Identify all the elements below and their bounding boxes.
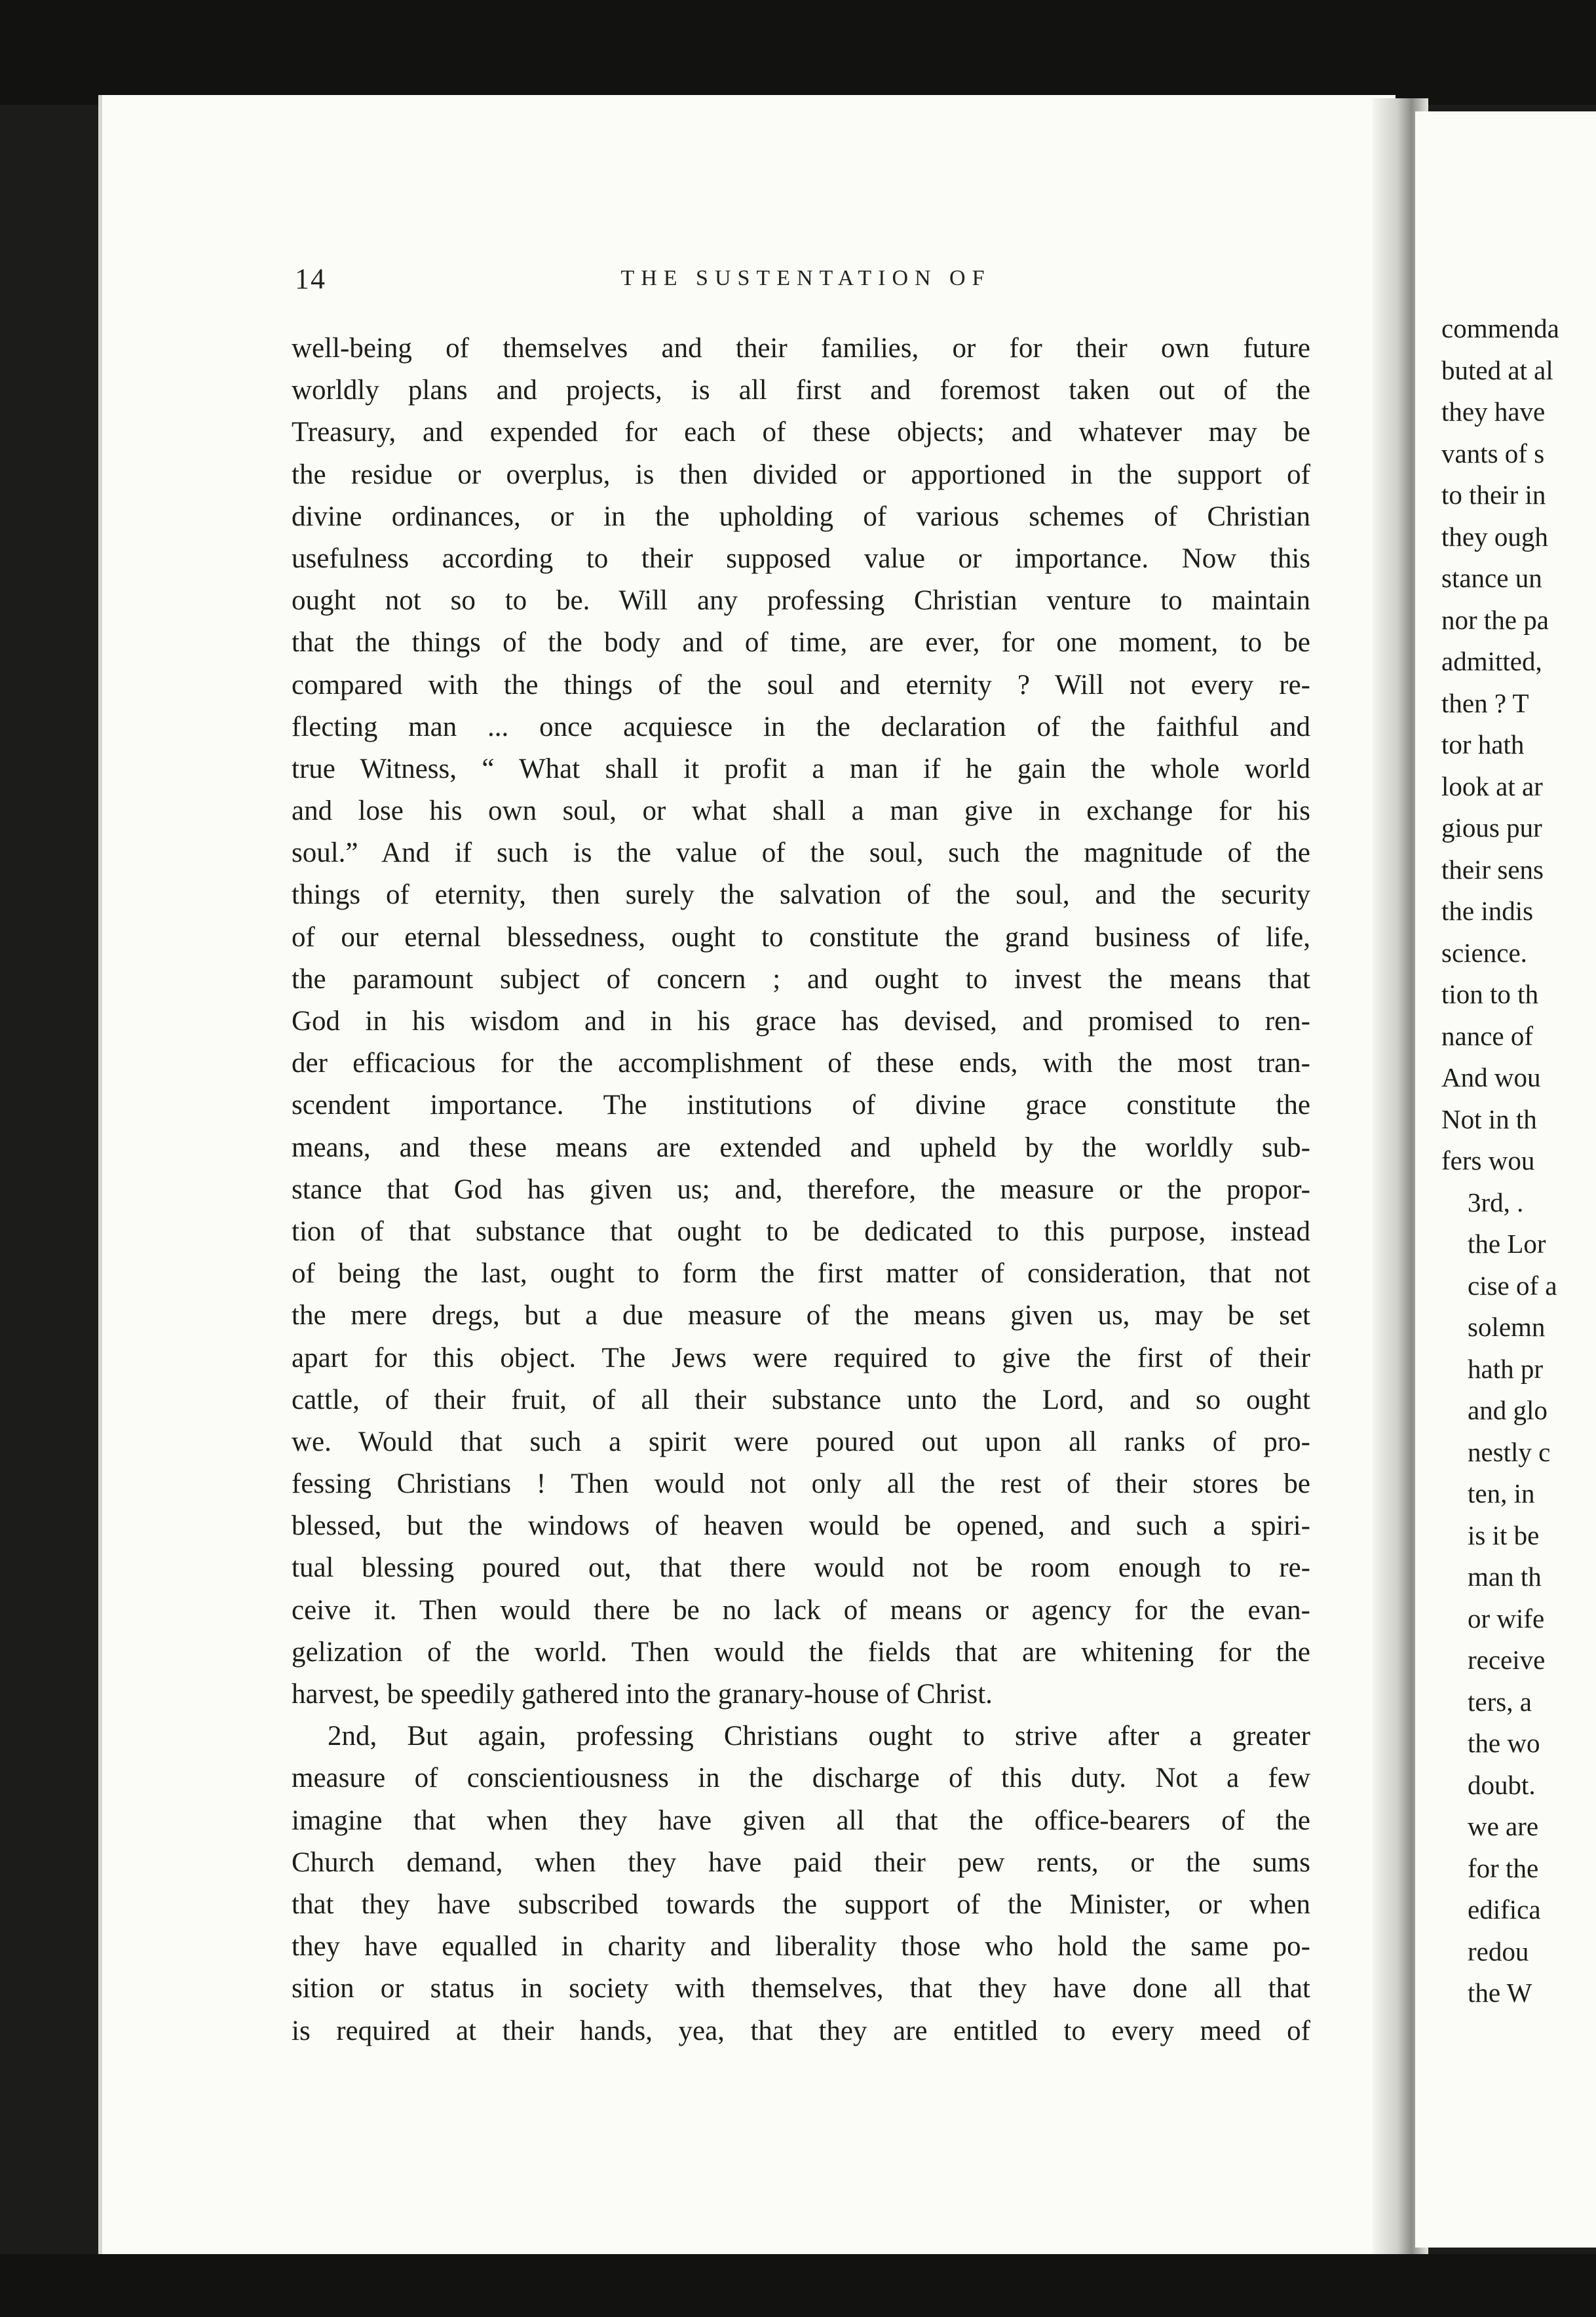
text-line: cise of a xyxy=(1468,1270,1557,1301)
text-line: blessed, but the windows of heaven would be opened, and such a spiri- xyxy=(292,1510,1310,1542)
text-line: and glo xyxy=(1468,1395,1548,1425)
text-line: flecting man ... once acquiesce in the declaration of the faithful and xyxy=(292,711,1310,742)
body-text xyxy=(292,328,1310,2052)
text-line: things of eternity, then surely the salvation of the soul, and the security xyxy=(292,879,1310,911)
text-line: of our eternal blessedness, ought to constitute the grand business of life, xyxy=(292,921,1310,953)
text-line: harvest, be speedily gathered into the granary-house of Christ. xyxy=(292,1679,993,1710)
text-line: usefulness according to their supposed value or importance. Now this xyxy=(292,543,1310,574)
text-line: imagine that when they have given all that the office-bearers of the xyxy=(292,1805,1310,1836)
page-header xyxy=(295,262,1317,301)
text-line: measure of conscientiousness in the discharge of this duty. Not a few xyxy=(292,1763,1310,1794)
text-line: the residue or overplus, is then divided or apportioned in the support of xyxy=(292,459,1310,490)
text-line: the wo xyxy=(1468,1728,1540,1758)
scan-border-bottom xyxy=(0,2254,1596,2317)
text-line: receive xyxy=(1468,1645,1546,1675)
text-line: tual blessing poured out, that there would not be room enough to re- xyxy=(292,1552,1310,1584)
text-line: divine ordinances, or in the upholding of various schemes of Christian xyxy=(292,501,1310,532)
text-line: look at ar xyxy=(1441,771,1543,801)
text-line: fessing Christians ! Then would not only all the rest of their stores be xyxy=(292,1468,1310,1500)
text-line: they have xyxy=(1441,396,1546,427)
text-line: true Witness, “ What shall it profit a man if he gain the whole world xyxy=(292,753,1310,784)
text-line: science. xyxy=(1441,937,1527,968)
running-head: THE SUSTENTATION OF xyxy=(620,266,991,290)
text-line: soul.” And if such is the value of the soul, such the magnitude of the xyxy=(292,837,1310,869)
right-page-text xyxy=(1441,308,1596,2014)
text-line: commenda xyxy=(1441,313,1559,343)
text-line: ters, a xyxy=(1468,1686,1532,1717)
scan-border-top xyxy=(0,0,1596,105)
text-line: the indis xyxy=(1441,896,1534,926)
text-line: well-being of themselves and their families, or for their own future xyxy=(292,333,1310,364)
text-line: nance of xyxy=(1441,1020,1533,1051)
text-line: ceive it. Then would there be no lack of means or agency for the evan- xyxy=(292,1594,1310,1626)
text-line: God in his wisdom and in his grace has devised, and promised to ren- xyxy=(292,1006,1310,1037)
text-line: that the things of the body and of time, are ever, for one moment, to be xyxy=(292,627,1310,659)
text-line: we are xyxy=(1468,1811,1539,1841)
text-line: nestly c xyxy=(1468,1436,1551,1467)
text-line: they ough xyxy=(1441,521,1548,552)
text-line: Treasury, and expended for each of these objects; and whatever may be xyxy=(292,417,1310,448)
text-line: apart for this object. The Jews were required to give the first of their xyxy=(292,1342,1310,1373)
text-line: we. Would that such a spirit were poured out upon all ranks of pro- xyxy=(292,1426,1310,1457)
text-line: scendent importance. The institutions of divine grace constitute the xyxy=(292,1090,1310,1121)
text-line: tor hath xyxy=(1441,729,1525,759)
text-line: edifica xyxy=(1468,1894,1541,1924)
text-line: and lose his own soul, or what shall a man give in exchange for his xyxy=(292,795,1310,827)
text-line: stance that God has given us; and, therefore, the measure or the propor- xyxy=(292,1174,1310,1205)
text-line: hath pr xyxy=(1468,1353,1543,1384)
text-line: stance un xyxy=(1441,563,1542,593)
text-line: 3rd, . xyxy=(1468,1187,1524,1217)
text-line: admitted, xyxy=(1441,646,1542,676)
text-line: gious pur xyxy=(1441,813,1542,843)
text-line: is it be xyxy=(1468,1520,1540,1550)
text-line: Church demand, when they have paid their pew rents, or the sums xyxy=(292,1847,1310,1878)
text-line: the mere dregs, but a due measure of the means given us, may be set xyxy=(292,1300,1310,1331)
text-line: tion to th xyxy=(1441,979,1539,1009)
text-line: redou xyxy=(1468,1936,1529,1966)
text-line: they have equalled in charity and liberality those who hold the same po- xyxy=(292,1931,1310,1963)
text-line: fers wou xyxy=(1441,1145,1535,1176)
text-line: the W xyxy=(1468,1978,1532,2008)
text-line: or wife xyxy=(1468,1603,1545,1634)
text-line: solemn xyxy=(1468,1312,1546,1342)
text-line: of being the last, ought to form the first matter of consideration, that not xyxy=(292,1258,1310,1290)
text-line: buted at al xyxy=(1441,354,1553,385)
text-line: ten, in xyxy=(1468,1478,1535,1508)
text-line: that they have subscribed towards the support of the Minister, or when xyxy=(292,1888,1310,1920)
text-line: sition or status in society with themselves, that they have done all that xyxy=(292,1973,1310,2004)
text-line: worldly plans and projects, is all first and foremost taken out of the xyxy=(292,375,1310,406)
text-line: means, and these means are extended and upheld by the worldly sub- xyxy=(292,1132,1310,1163)
text-line: Not in th xyxy=(1441,1103,1537,1134)
right-page xyxy=(1415,111,1596,2248)
text-line: nor the pa xyxy=(1441,604,1549,635)
text-line: cattle, of their fruit, of all their substance unto the Lord, and so ought xyxy=(292,1384,1310,1415)
text-line: the Lor xyxy=(1468,1229,1546,1259)
text-line: compared with the things of the soul and eternity ? Will not every re- xyxy=(292,669,1310,700)
text-line: And wou xyxy=(1441,1062,1541,1092)
text-line: doubt. xyxy=(1468,1769,1536,1800)
text-line: gelization of the world. Then would the fields that are whitening for the xyxy=(292,1636,1310,1668)
text-line: vants of s xyxy=(1441,438,1545,469)
text-line: to their in xyxy=(1441,480,1546,510)
text-line: ought not so to be. Will any professing Christian venture to maintain xyxy=(292,585,1310,617)
left-page xyxy=(98,95,1396,2257)
text-line: then ? T xyxy=(1441,687,1529,718)
text-line: their sens xyxy=(1441,854,1544,885)
page-number: 14 xyxy=(295,263,326,295)
text-line: man th xyxy=(1468,1561,1542,1592)
text-line: 2nd, But again, professing Christians ought to strive after a greater xyxy=(328,1721,1310,1752)
text-line: tion of that substance that ought to be dedicated to this purpose, instead xyxy=(292,1216,1310,1247)
text-line: for the xyxy=(1468,1852,1539,1883)
text-line: the paramount subject of concern ; and ought to invest the means that xyxy=(292,963,1310,995)
text-line: is required at their hands, yea, that they are entitled to every meed of xyxy=(292,2015,1310,2046)
text-line: der efficacious for the accomplishment of these ends, with the most tran- xyxy=(292,1048,1310,1079)
